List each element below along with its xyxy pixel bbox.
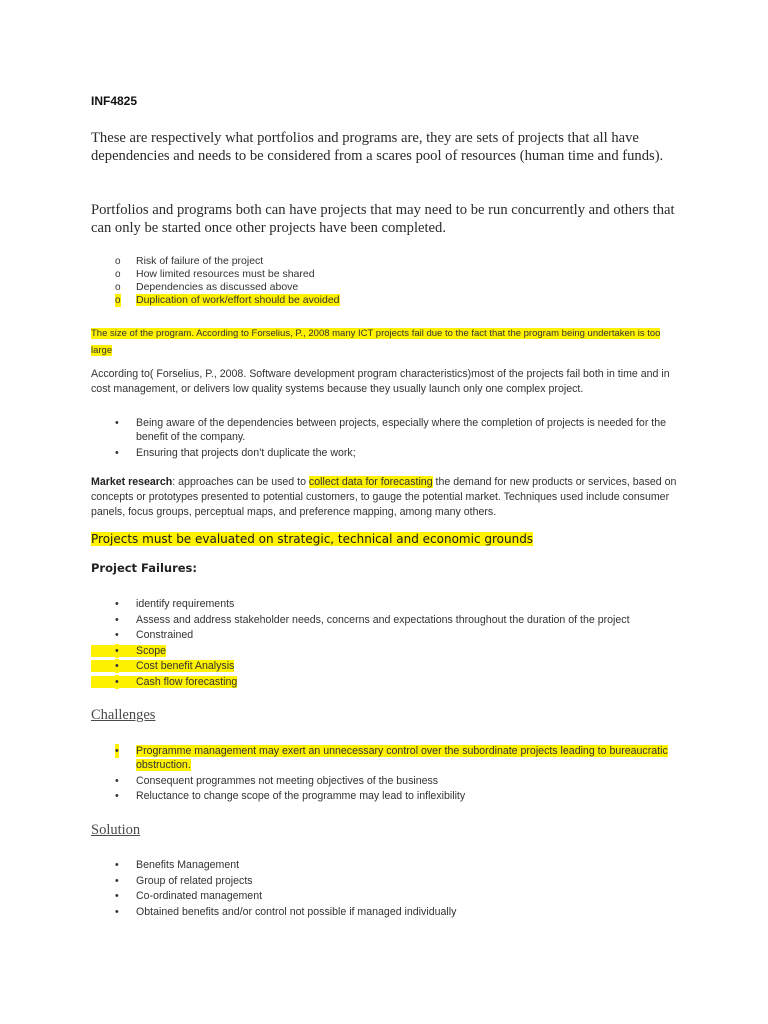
list-item: • Assess and address stakeholder needs, concerns and expectations throughout the duration of the project xyxy=(115,613,630,626)
bullet-icon: • xyxy=(115,613,119,626)
bullet-icon: • xyxy=(115,874,119,887)
bullet-icon: • xyxy=(115,446,119,459)
list-item: • Reluctance to change scope of the programme may lead to inflexibility xyxy=(115,790,466,802)
circle-bullet-icon: o xyxy=(115,269,121,280)
bullet-icon: • xyxy=(115,859,119,871)
list-item: • Group of related projects xyxy=(115,874,253,887)
risk-list xyxy=(91,255,691,307)
challenges-heading: Challenges xyxy=(91,707,156,723)
circle-bullet-icon: o xyxy=(115,295,121,306)
bullet-icon: • xyxy=(115,890,119,902)
concurrency-paragraph: Portfolios and programs both can have projects that may need to be run concurrently and others that can only be started once other projects have been completed. xyxy=(91,202,675,236)
bullet-icon: • xyxy=(115,774,119,787)
evaluation-note: Projects must be evaluated on strategic, technical and economic grounds xyxy=(91,532,534,546)
list-item: • Obtained benefits and/or control not possible if managed individually xyxy=(115,905,457,918)
circle-bullet-icon: o xyxy=(115,282,121,293)
list-item: • identify requirements xyxy=(115,598,235,610)
forselius-paragraph: According to( Forselius, P., 2008. Software development program characteristics)most of the projects fail both in time and in cost management, or delivers low quality systems because they usually launch only one complex project. xyxy=(91,368,670,395)
list-item: • Benefits Management xyxy=(115,859,240,871)
list-item: o Dependencies as discussed above xyxy=(115,281,299,293)
dependency-list xyxy=(91,416,691,461)
bullet-icon: • xyxy=(115,675,119,688)
solution-list xyxy=(91,858,691,920)
project-failures-heading: Project Failures: xyxy=(91,561,197,575)
course-code: INF4825 xyxy=(91,94,138,108)
list-item: o Risk of failure of the project xyxy=(115,255,264,267)
challenges-list xyxy=(91,744,691,805)
circle-bullet-icon: o xyxy=(115,256,121,267)
solution-heading: Solution xyxy=(91,822,141,838)
bullet-icon: • xyxy=(115,905,119,918)
program-size-note: The size of the program. According to Forselius, P., 2008 many ICT projects fail due to the fact that the program being undertaken is too large xyxy=(91,328,661,356)
market-research-paragraph: Market research: approaches can be used to collect data for forecasting the demand for new products or services, based on concepts or prototypes presented to potential customers, to gauge the potential market. Techniques used include consumer panels, focus groups, perceptual maps, and preference mapping, among many others. xyxy=(91,476,677,518)
list-item-highlighted: • Cost benefit Analysis xyxy=(91,659,691,673)
bullet-icon: • xyxy=(115,745,119,757)
list-item-highlighted: • Scope xyxy=(91,644,691,658)
list-item: o How limited resources must be shared xyxy=(115,268,315,280)
project-failures-list xyxy=(91,597,691,690)
bullet-icon: • xyxy=(115,629,119,641)
list-item-highlighted: o Duplication of work/effort should be avoided xyxy=(115,294,340,306)
list-item: • Ensuring that projects don’t duplicate the work; xyxy=(115,446,356,459)
list-item: • Being aware of the dependencies between projects, especially where the completion of projects is needed for the benefit of the company. xyxy=(115,417,667,443)
list-item: • Consequent programmes not meeting objectives of the business xyxy=(115,774,439,787)
list-item: • Constrained xyxy=(115,629,194,641)
intro-paragraph: These are respectively what portfolios and programs are, they are sets of projects that all have dependencies and needs to be considered from a scares pool of resources (human time and funds). xyxy=(91,130,664,164)
market-research-label: Market research xyxy=(91,476,173,488)
bullet-icon: • xyxy=(115,417,119,429)
bullet-icon: • xyxy=(115,790,119,802)
list-item-highlighted: • Programme management may exert an unnecessary control over the subordinate projects leading to bureaucratic obstruction. xyxy=(115,745,668,771)
list-item: • Co-ordinated management xyxy=(115,890,263,902)
bullet-icon: • xyxy=(115,660,119,672)
bullet-icon: • xyxy=(115,598,119,610)
list-item-highlighted: • Cash flow forecasting xyxy=(91,675,691,689)
bullet-icon: • xyxy=(115,644,119,657)
highlighted-phrase: collect data for forecasting xyxy=(308,476,433,488)
